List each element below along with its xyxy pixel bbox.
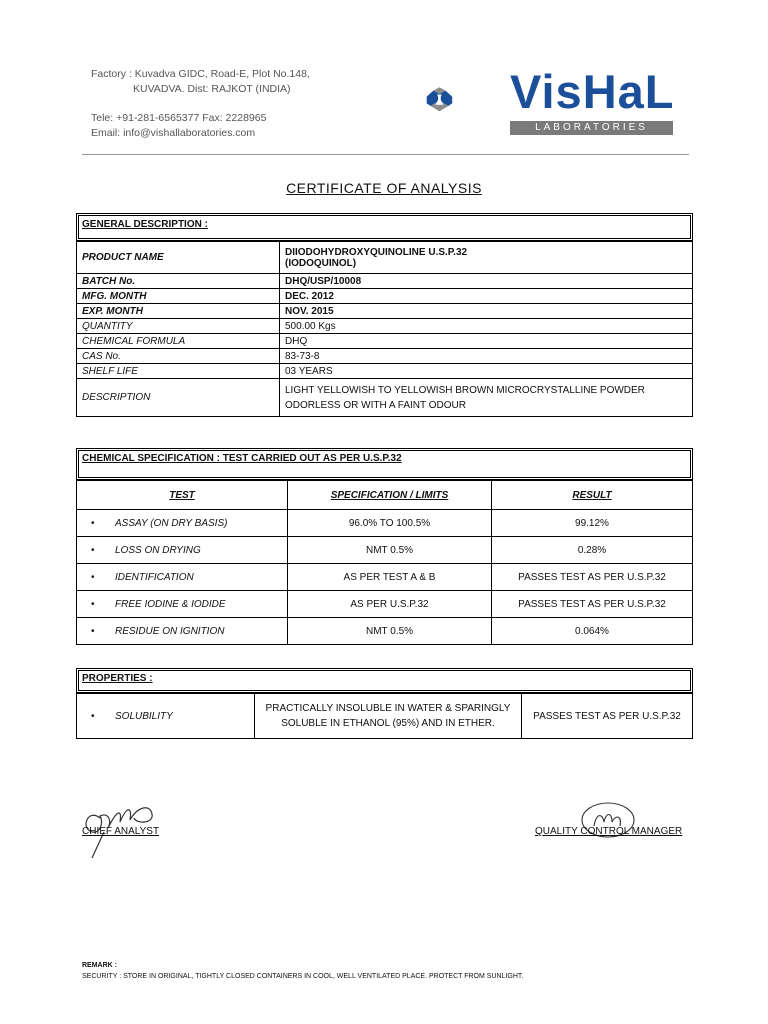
description-value — [280, 379, 693, 417]
chief-analyst-label: CHIEF ANALYST — [82, 826, 160, 837]
address-line-2: KUVADVA. Dist: RAJKOT (INDIA) — [133, 83, 291, 95]
spec-cell: 96.0% TO 100.5% — [288, 510, 492, 537]
spec-cell: NMT 0.5% — [288, 618, 492, 645]
table-row — [77, 364, 693, 379]
phone-fax: Tele: +91-281-6565377 Fax: 2228965 — [91, 112, 267, 124]
table-row — [77, 591, 693, 618]
table-row — [77, 618, 693, 645]
test-name: SOLUBILITY — [115, 710, 173, 722]
chemical-specification-table — [76, 480, 693, 645]
result-cell: PASSES TEST AS PER U.S.P.32 — [492, 591, 693, 618]
test-name: IDENTIFICATION — [115, 571, 194, 583]
result-cell: 0.064% — [492, 618, 693, 645]
factory-address — [91, 67, 310, 141]
cas-value: 83-73-8 — [280, 349, 693, 364]
batch-label: BATCH No. — [77, 274, 280, 289]
mfg-label: MFG. MONTH — [77, 289, 280, 304]
spec-line-1: PRACTICALLY INSOLUBLE IN WATER & SPARINGLY — [265, 703, 511, 714]
product-alias: (IODOQUINOL) — [285, 257, 357, 269]
general-description-table — [76, 241, 693, 417]
exp-value: NOV. 2015 — [280, 304, 693, 319]
shelf-value: 03 YEARS — [280, 364, 693, 379]
table-row — [77, 564, 693, 591]
table-row — [77, 334, 693, 349]
chemical-specification-section — [76, 448, 693, 645]
table-header-row — [77, 481, 693, 510]
spec-cell — [255, 694, 522, 739]
properties-section — [76, 668, 693, 739]
brand-subtitle: LABORATORIES — [510, 121, 673, 135]
table-row — [77, 349, 693, 364]
table-row — [77, 694, 693, 739]
test-name: RESIDUE ON IGNITION — [115, 625, 225, 637]
remark-label: REMARK : — [82, 962, 117, 969]
spec-cell: AS PER TEST A & B — [288, 564, 492, 591]
general-description-section — [76, 213, 693, 417]
test-name: LOSS ON DRYING — [115, 544, 201, 556]
table-row — [77, 274, 693, 289]
product-value — [280, 242, 693, 274]
bullet-icon: • — [91, 710, 95, 722]
qc-manager-label: QUALITY CONTROL MANAGER — [535, 826, 683, 837]
batch-value: DHQ/USP/10008 — [280, 274, 693, 289]
table-row — [77, 242, 693, 274]
test-name: ASSAY (ON DRY BASIS) — [115, 517, 228, 529]
chemical-specification-heading: CHEMICAL SPECIFICATION : TEST CARRIED OUT AS PER U.S.P.32 — [76, 448, 693, 480]
product-name: DIIODOHYDROXYQUINOLINE U.S.P.32 — [285, 246, 468, 258]
table-row — [77, 510, 693, 537]
shelf-label: SHELF LIFE — [77, 364, 280, 379]
result-cell: PASSES TEST AS PER U.S.P.32 — [522, 694, 693, 739]
address-line-1: Factory : Kuvadva GIDC, Road-E, Plot No.148, — [91, 68, 310, 80]
spec-line-2: SOLUBLE IN ETHANOL (95%) AND IN ETHER. — [281, 718, 495, 729]
product-label: PRODUCT NAME — [77, 242, 280, 274]
test-cell — [77, 618, 288, 645]
test-cell — [77, 510, 288, 537]
general-description-heading: GENERAL DESCRIPTION : — [76, 213, 693, 241]
document-title: CERTIFICATE OF ANALYSIS — [286, 180, 482, 196]
description-label: DESCRIPTION — [77, 379, 280, 417]
description-line-2: ODORLESS OR WITH A FAINT ODOUR — [285, 399, 466, 411]
properties-heading: PROPERTIES : — [76, 668, 693, 693]
remark-text: SECURITY : STORE IN ORIGINAL, TIGHTLY CLOSED CONTAINERS IN COOL, WELL VENTILATED PLACE. PROTECT FROM SUNLIGHT. — [82, 973, 524, 980]
exp-label: EXP. MONTH — [77, 304, 280, 319]
test-cell — [77, 537, 288, 564]
brand-name: VisHaL — [510, 65, 675, 118]
formula-label: CHEMICAL FORMULA — [77, 334, 280, 349]
column-header-spec: SPECIFICATION / LIMITS — [288, 481, 492, 510]
email: Email: info@vishallaboratories.com — [91, 127, 256, 139]
table-row — [77, 289, 693, 304]
spec-cell: NMT 0.5% — [288, 537, 492, 564]
result-cell: PASSES TEST AS PER U.S.P.32 — [492, 564, 693, 591]
description-line-1: LIGHT YELLOWISH TO YELLOWISH BROWN MICROCRYSTALLINE POWDER — [285, 384, 645, 396]
formula-value: DHQ — [280, 334, 693, 349]
test-cell — [77, 591, 288, 618]
test-cell — [77, 564, 288, 591]
spec-cell: AS PER U.S.P.32 — [288, 591, 492, 618]
bullet-icon: • — [91, 571, 95, 583]
test-cell — [77, 694, 255, 739]
mfg-value: DEC. 2012 — [280, 289, 693, 304]
quantity-value: 500.00 Kgs — [280, 319, 693, 334]
header-divider — [82, 154, 689, 155]
column-header-test: TEST — [77, 481, 288, 510]
properties-table — [76, 693, 693, 739]
company-logo-icon — [426, 62, 510, 138]
bullet-icon: • — [91, 598, 95, 610]
bullet-icon: • — [91, 517, 95, 529]
table-row — [77, 379, 693, 417]
table-row — [77, 537, 693, 564]
remark-block — [82, 960, 523, 982]
table-row — [77, 319, 693, 334]
cas-label: CAS No. — [77, 349, 280, 364]
bullet-icon: • — [91, 544, 95, 556]
table-row — [77, 304, 693, 319]
test-name: FREE IODINE & IODIDE — [115, 598, 226, 610]
quantity-label: QUANTITY — [77, 319, 280, 334]
column-header-result: RESULT — [492, 481, 693, 510]
bullet-icon: • — [91, 625, 95, 637]
result-cell: 0.28% — [492, 537, 693, 564]
result-cell: 99.12% — [492, 510, 693, 537]
